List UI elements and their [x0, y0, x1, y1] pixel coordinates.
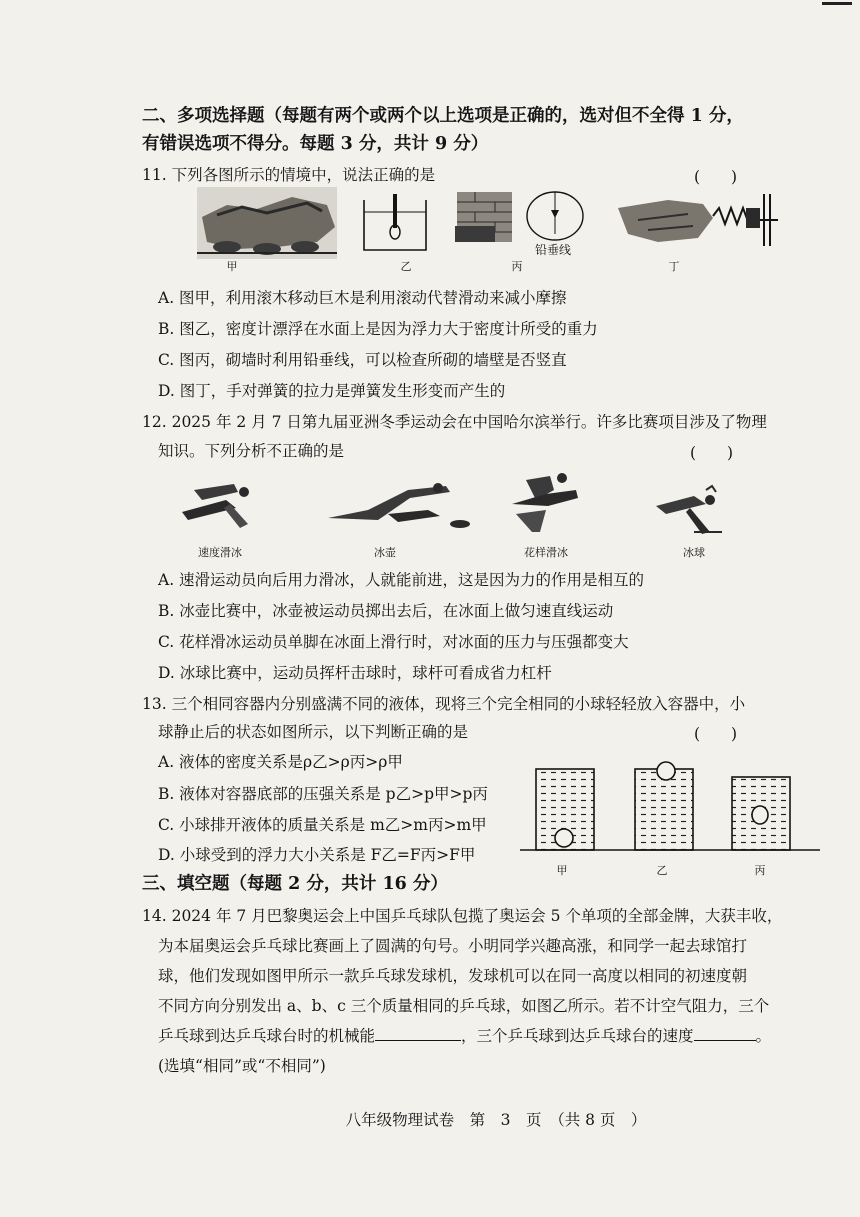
q11-option-d: D. 图丁，手对弹簧的拉力是弹簧发生形变而产生的: [158, 382, 506, 400]
q14-line2: 为本届奥运会乒乓球比赛画上了圆满的句号。小明同学兴趣高涨，和同学一起去球馆打: [158, 937, 748, 955]
q12-option-d: D. 冰球比赛中，运动员挥杆击球时，球杆可看成省力杠杆: [158, 664, 552, 682]
q13-option-b: B. 液体对容器底部的压强关系是 p乙>p甲>p丙: [158, 785, 488, 803]
page-footer: 八年级物理试卷 第 3 页 （共 8 页 ）: [345, 1111, 647, 1129]
q14-blank-speed[interactable]: [694, 1040, 756, 1041]
q14-line5: [158, 1026, 771, 1046]
q11-option-c: C. 图丙，砌墙时利用铅垂线，可以检查所砌的墙壁是否竖直: [158, 351, 567, 369]
scan-corner-mark: [822, 2, 852, 5]
q12-option-a: A. 速滑运动员向后用力滑冰，人就能前进，这是因为力的作用是相互的: [158, 571, 645, 589]
q11-option-b: B. 图乙，密度计漂浮在水面上是因为浮力大于密度计所受的重力: [158, 320, 598, 338]
q11-option-a: A. 图甲，利用滚木移动巨木是利用滚动代替滑动来减小摩擦: [158, 289, 567, 307]
q12-ice-hockey-pictogram: [650, 482, 740, 538]
q14-blank-mechanical-energy[interactable]: [375, 1040, 461, 1041]
q13-label-bing: 丙: [754, 864, 766, 877]
q14-line5-part-c: 。: [755, 1027, 772, 1045]
q11-stem: 11. 下列各图所示的情境中，说法正确的是: [142, 166, 436, 184]
q12-answer-paren: ( ): [690, 444, 734, 462]
q13-option-c: C. 小球排开液体的质量关系是 m乙>m丙>m甲: [158, 816, 487, 834]
q11-label-ding: 丁: [668, 260, 680, 273]
q12-speed-skating-pictogram: [178, 478, 268, 538]
q12-stem-line2: 知识。下列分析不正确的是: [158, 442, 345, 460]
q12-figure-skating-pictogram: [506, 470, 586, 536]
q12-label-ice-hockey: 冰球: [683, 546, 705, 559]
q13-label-yi: 乙: [656, 864, 668, 877]
q12-label-curling: 冰壶: [374, 546, 396, 559]
q14-line4: 不同方向分别发出 a、b、c 三个质量相同的乒乓球，如图乙所示。若不计空气阻力，三个: [158, 997, 770, 1015]
q14-line1: 14. 2024 年 7 月巴黎奥运会上中国乒乓球队包揽了奥运会 5 个单项的全部金牌，大获丰收，: [142, 907, 783, 925]
q12-option-c: C. 花样滑冰运动员单脚在冰面上滑行时，对冰面的压力与压强都变大: [158, 633, 629, 651]
q14-line5-part-b: ，三个乒乓球到达乒乓球台的速度: [461, 1027, 694, 1045]
q14-line6: (选填“相同”或“不相同”): [158, 1057, 326, 1075]
q11-label-bing: 丙: [511, 260, 523, 273]
q13-label-jia: 甲: [556, 864, 568, 877]
q11-figure-ding: [618, 190, 778, 250]
q12-curling-pictogram: [328, 480, 478, 532]
q11-label-yi: 乙: [400, 260, 412, 273]
section2-heading-line2: 有错误选项不得分。每题 3 分，共计 9 分）: [142, 134, 489, 154]
q14-line3: 球，他们发现如图甲所示一款乒乓球发球机，发球机可以在同一高度以相同的初速度朝: [158, 967, 748, 985]
q11-figure-jia: [197, 187, 337, 259]
q13-option-a: A. 液体的密度关系是ρ乙>ρ丙>ρ甲: [158, 753, 403, 771]
q11-answer-paren: ( ): [694, 168, 738, 186]
q13-answer-paren: ( ): [694, 725, 738, 743]
q12-option-b: B. 冰壶比赛中，冰壶被运动员掷出去后，在冰面上做匀速直线运动: [158, 602, 614, 620]
q12-label-speed-skating: 速度滑冰: [198, 546, 242, 559]
q13-stem-line1: 13. 三个相同容器内分别盛满不同的液体，现将三个完全相同的小球轻轻放入容器中，小: [142, 695, 746, 713]
q12-label-figure-skating: 花样滑冰: [524, 546, 568, 559]
q11-figure-yi: [360, 192, 430, 254]
q13-option-d: D. 小球受到的浮力大小关系是 F乙=F丙>F甲: [158, 846, 476, 864]
section2-heading-line1: 二、多项选择题（每题有两个或两个以上选项是正确的，选对但不全得 1 分，: [142, 106, 744, 126]
q12-stem-line1: 12. 2025 年 2 月 7 日第九届亚洲冬季运动会在中国哈尔滨举行。许多比赛项目涉及了物理: [142, 413, 767, 431]
q14-line5-part-a: 乒乓球到达乒乓球台时的机械能: [158, 1027, 376, 1045]
q13-stem-line2: 球静止后的状态如图所示，以下判断正确的是: [158, 723, 469, 741]
q11-plumb-line-label: 铅垂线: [534, 243, 571, 257]
section3-heading: 三、填空题（每题 2 分，共计 16 分）: [142, 874, 448, 894]
q11-label-jia: 甲: [226, 260, 238, 273]
q13-containers-figure: [520, 755, 820, 853]
